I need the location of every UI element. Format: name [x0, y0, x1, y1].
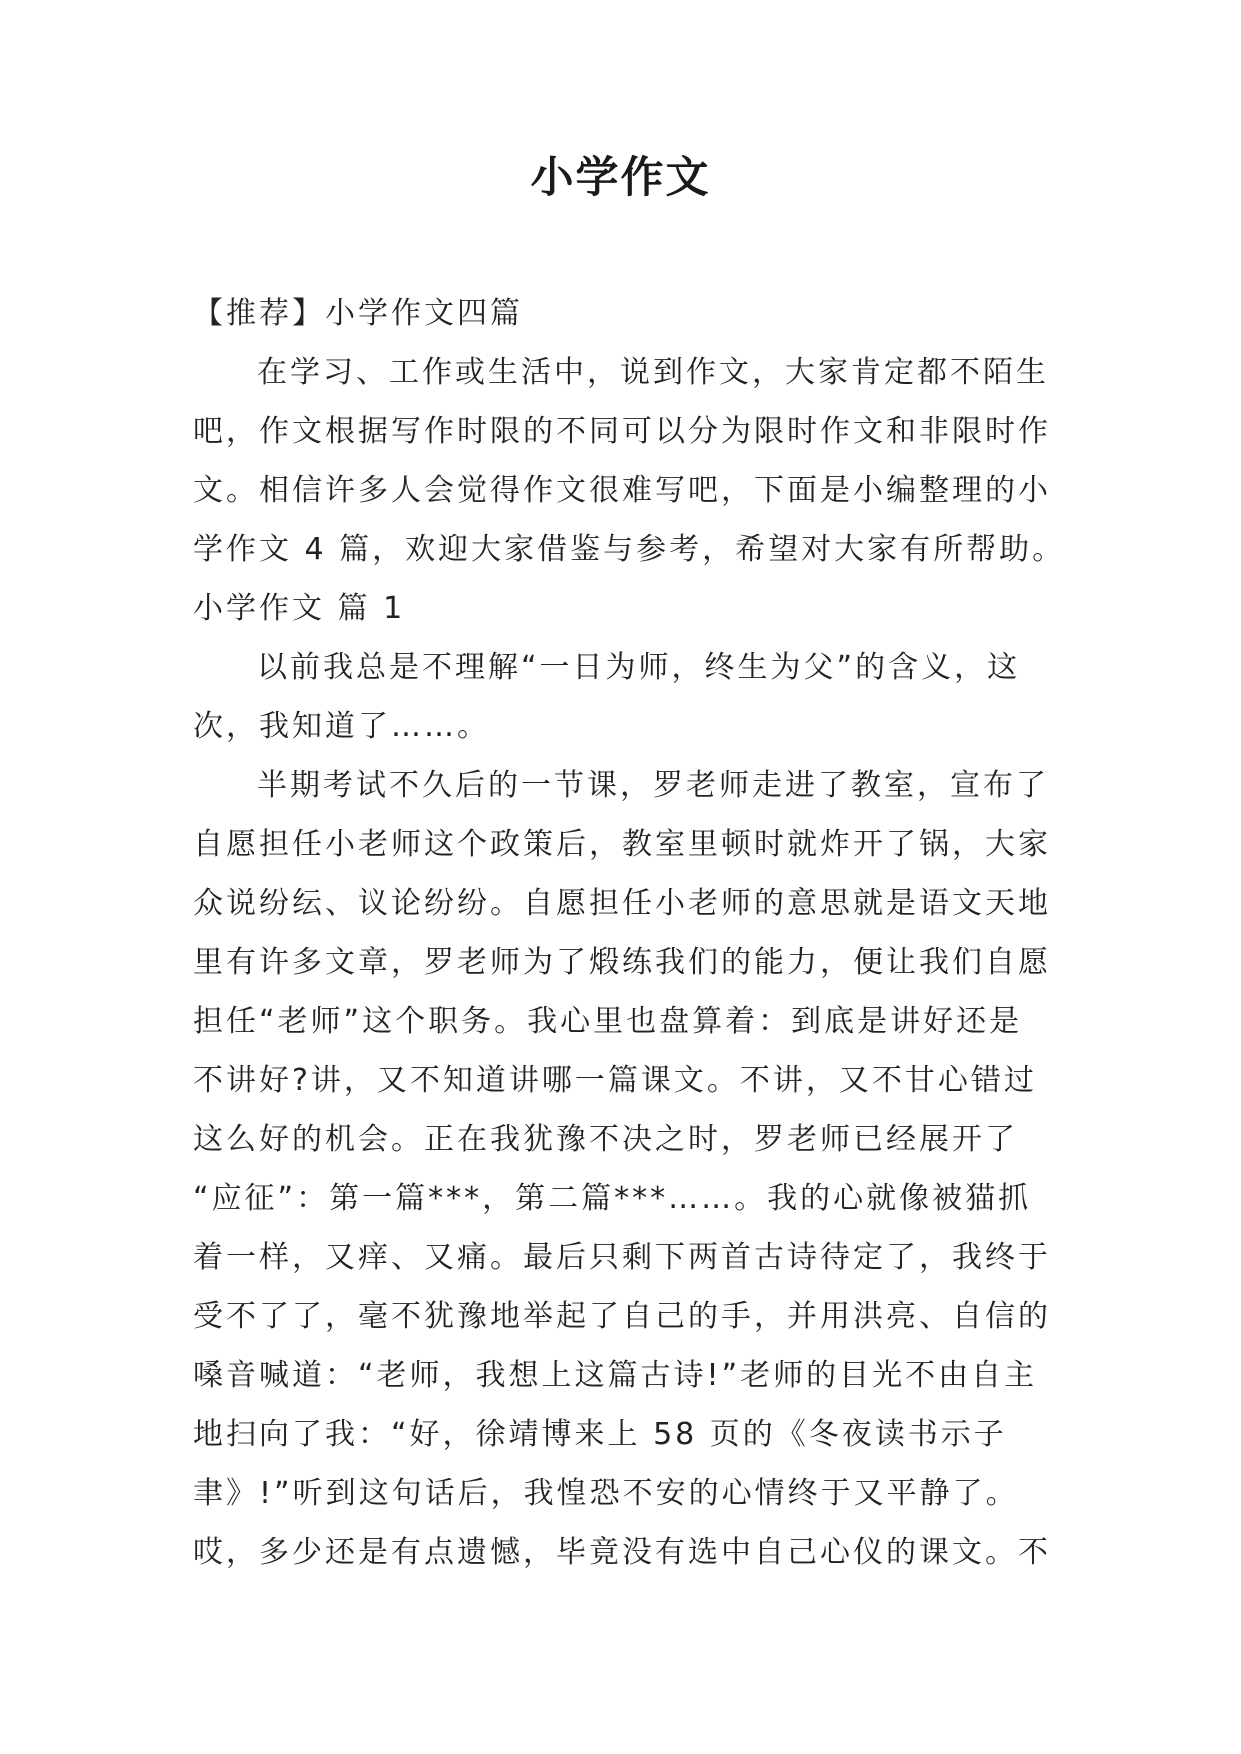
text-line: 在学习、工作或生活中，说到作文，大家肯定都不陌生	[257, 355, 1049, 390]
text-line: “应征”：第一篇***，第二篇***……。我的心就像被猫抓	[193, 1181, 1032, 1216]
text-line: 文。相信许多人会觉得作文很难写吧，下面是小编整理的小	[193, 473, 1051, 508]
text-line: 以前我总是不理解“一日为师，终生为父”的含义，这	[257, 650, 1021, 685]
text-line: 担任“老师”这个职务。我心里也盘算着：到底是讲好还是	[193, 1004, 1023, 1039]
document-body	[193, 284, 1066, 1582]
page-title: 小学作文	[530, 153, 711, 203]
text-line: 小学作文 篇 1	[193, 591, 406, 626]
text-line: 受不了了，毫不犹豫地举起了自己的手，并用洪亮、自信的	[193, 1299, 1051, 1334]
text-line: 【推荐】小学作文四篇	[193, 296, 523, 331]
text-line: 次，我知道了……。	[193, 709, 490, 744]
text-line: 聿》!”听到这句话后，我惶恐不安的心情终于又平静了。	[193, 1476, 1019, 1511]
text-line: 众说纷纭、议论纷纷。自愿担任小老师的意思就是语文天地	[193, 886, 1051, 921]
text-line: 半期考试不久后的一节课，罗老师走进了教室，宣布了	[257, 768, 1049, 803]
text-line: 学作文 4 篇，欢迎大家借鉴与参考，希望对大家有所帮助。	[193, 532, 1066, 567]
text-line: 自愿担任小老师这个政策后，教室里顿时就炸开了锅，大家	[193, 827, 1051, 862]
text-line: 地扫向了我：“好，徐靖博来上 58 页的《冬夜读书示子	[193, 1417, 1007, 1452]
text-line: 吧，作文根据写作时限的不同可以分为限时作文和非限时作	[193, 414, 1051, 449]
text-line: 里有许多文章，罗老师为了煅练我们的能力，便让我们自愿	[193, 945, 1051, 980]
text-line: 哎，多少还是有点遗憾，毕竟没有选中自己心仪的课文。不	[193, 1535, 1051, 1570]
text-line: 着一样，又痒、又痛。最后只剩下两首古诗待定了，我终于	[193, 1240, 1051, 1275]
text-line: 不讲好?讲，又不知道讲哪一篇课文。不讲，又不甘心错过	[193, 1063, 1037, 1098]
text-line: 这么好的机会。正在我犹豫不决之时，罗老师已经展开了	[193, 1122, 1018, 1157]
text-line: 嗓音喊道：“老师，我想上这篇古诗!”老师的目光不由自主	[193, 1358, 1038, 1393]
